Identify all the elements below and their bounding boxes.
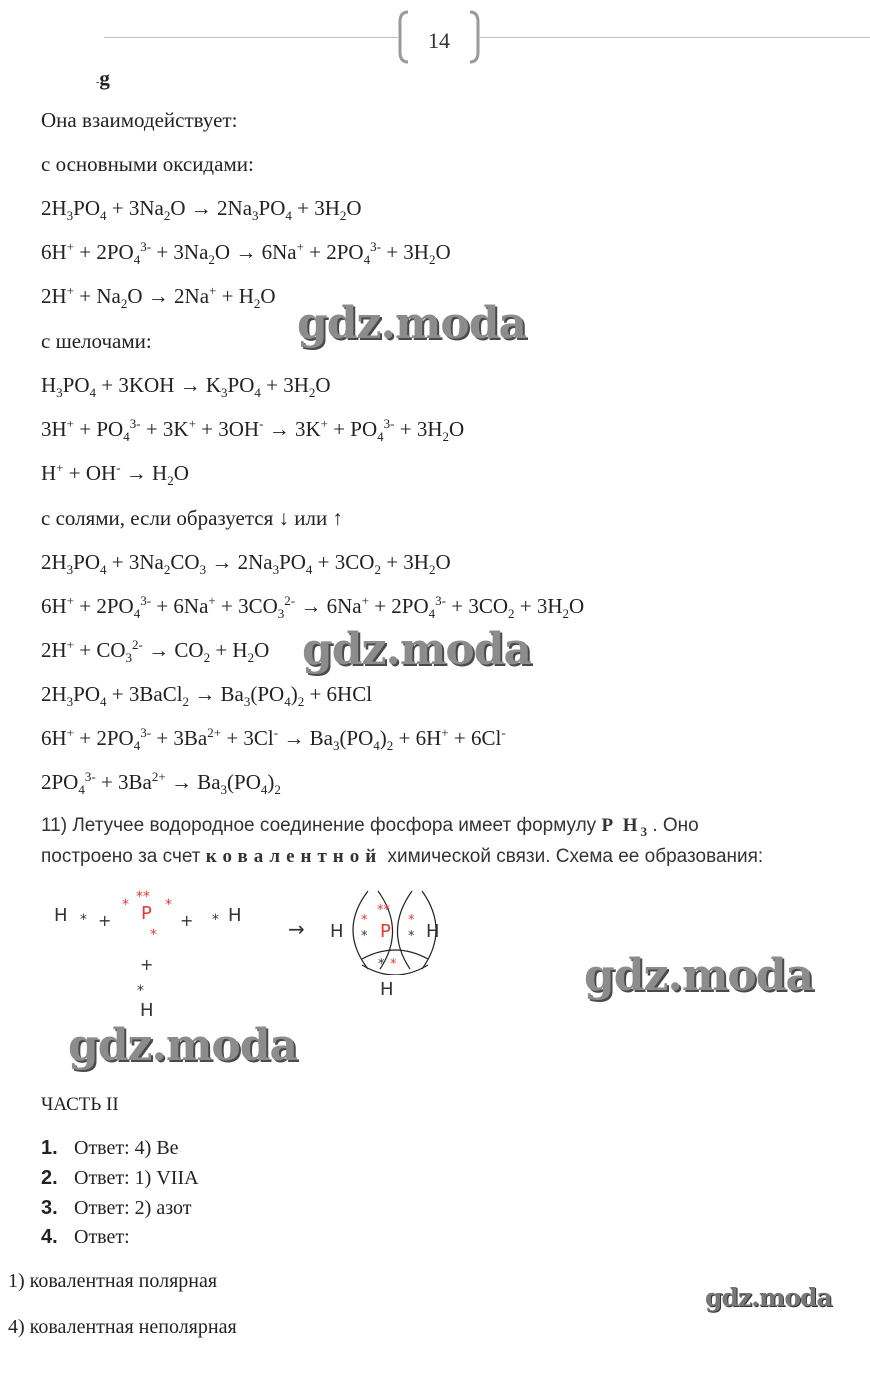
product-bottom-electron-red: * — [390, 957, 397, 972]
equation-3: $2H^+ + Na_2O \to 2Na^+ + H_2O$ — [41, 283, 276, 312]
answer-4-option-4: 4) ковалентная неполярная — [8, 1316, 237, 1338]
watermark-2: gdz.moda — [302, 624, 532, 675]
hydrogen-right-electron: * — [212, 912, 219, 928]
answer-3: 3. Ответ: 2) азот — [41, 1197, 192, 1219]
hydrogen-left-electron: * — [80, 912, 87, 928]
intro-text: Она взаимодействует: — [41, 108, 238, 132]
plus-3: + — [140, 955, 154, 974]
equation-5: $3H^+ + PO_4^{3-} + 3K^+ + 3OH^- \to 3K^+ + PO_4^{3-} + 3H_2O$ — [41, 416, 465, 445]
page-number: 14 — [428, 28, 450, 53]
equation-4: $H_3PO_4 + 3KOH \to K_3PO_4 + 3H_2O$ — [41, 373, 331, 401]
equation-12: $2PO_4^{3-} + 3Ba^{2+} \to Ba_3(PO_4)_2$ — [41, 769, 281, 798]
product-electron-left-red: * — [361, 913, 368, 928]
equation-2: $6H^+ + 2PO_4^{3-} + 3Na_2O \to 6Na^+ + 2PO_4^{3-} + 3H_2O$ — [41, 239, 451, 268]
section-oxides: с основными оксидами: — [41, 152, 254, 176]
question-11-line-2: построено за счет ковалентной химической связи. Схема ее образования: — [41, 846, 764, 867]
product-phosphorus: P — [380, 921, 391, 942]
answer-2: 2. Ответ: 1) VIIA — [41, 1167, 199, 1189]
product-lone-pair: ** — [377, 903, 390, 918]
header-rule-left — [104, 37, 398, 38]
section-salts: с солями, если образуется ↓ или ↑ — [41, 506, 343, 530]
equation-8: $6H^+ + 2PO_4^{3-} + 6Na^+ + 3CO_3^{2-} \to 6Na^+ + 2PO_4^{3-} + 3CO_2 + 3H_2O$ — [41, 593, 585, 622]
answer-4-option-1: 1) ковалентная полярная — [8, 1270, 218, 1292]
plus-2: + — [180, 911, 194, 930]
phosphorus-electron-left: * — [122, 897, 129, 913]
product-electron-right-red: * — [408, 913, 415, 928]
equation-11: $6H^+ + 2PO_4^{3-} + 3Ba^{2+} + 3Cl^- \to Ba_3(PO_4)_2 + 6H^+ + 6Cl^-$ — [41, 725, 506, 754]
watermark-4: gdz.moda — [68, 1020, 298, 1071]
corner-mark: -g — [96, 66, 110, 90]
part-2-title: ЧАСТЬ II — [41, 1094, 119, 1115]
equation-1: $2H_3PO_4 + 3Na_2O \to 2Na_3PO_4 + 3H_2O$ — [41, 196, 362, 224]
hydrogen-left: H — [54, 905, 68, 926]
equation-6: $H^+ + OH^- \to H_2O$ — [41, 460, 189, 489]
question-11-line-1: 11) Летучее водородное соединение фосфора имеет формулу P $H_3$ . Оно — [41, 815, 699, 839]
phosphorus-electron-right: * — [165, 897, 172, 913]
ph3-formation-scheme — [40, 885, 460, 1025]
product-hydrogen-bottom: H — [380, 979, 394, 1000]
phosphorus-electron-pair: ** — [136, 889, 150, 905]
product-electron-right: * — [408, 929, 415, 944]
watermark-1: gdz.moda — [297, 298, 527, 349]
equation-9: $2H^+ + CO_3^{2-} \to CO_2 + H_2O$ — [41, 637, 270, 666]
answer-4: 4. Ответ: — [41, 1226, 130, 1248]
product-bottom-electron-black: * — [378, 957, 385, 972]
page-number-frame — [398, 8, 480, 66]
answer-1: 1. Ответ: 4) Be — [41, 1137, 179, 1159]
header-rule-right — [480, 37, 870, 38]
equation-7: $2H_3PO_4 + 3Na_2CO_3 \to 2Na_3PO_4 + 3CO_2 + 3H_2O$ — [41, 550, 451, 578]
hydrogen-bottom-electron: * — [137, 983, 144, 999]
hydrogen-bottom: H — [140, 1000, 154, 1021]
section-alkalis: с шелочами: — [41, 329, 152, 353]
product-hydrogen-right: H — [426, 921, 440, 942]
reaction-arrow: → — [288, 917, 305, 941]
watermark-5: gdz.moda — [705, 1283, 832, 1312]
watermark-3: gdz.moda — [584, 950, 814, 1001]
phosphorus-electron-bottom: * — [150, 927, 157, 943]
product-hydrogen-left: H — [330, 921, 344, 942]
plus-1: + — [98, 911, 112, 930]
hydrogen-right: H — [228, 905, 242, 926]
product-electron-left: * — [361, 929, 368, 944]
phosphorus-atom: P — [141, 903, 152, 924]
equation-10: $2H_3PO_4$ + 3BaCl$_2$ → $Ba_3(PO_4)_2 + 6HCl$ — [41, 682, 373, 710]
